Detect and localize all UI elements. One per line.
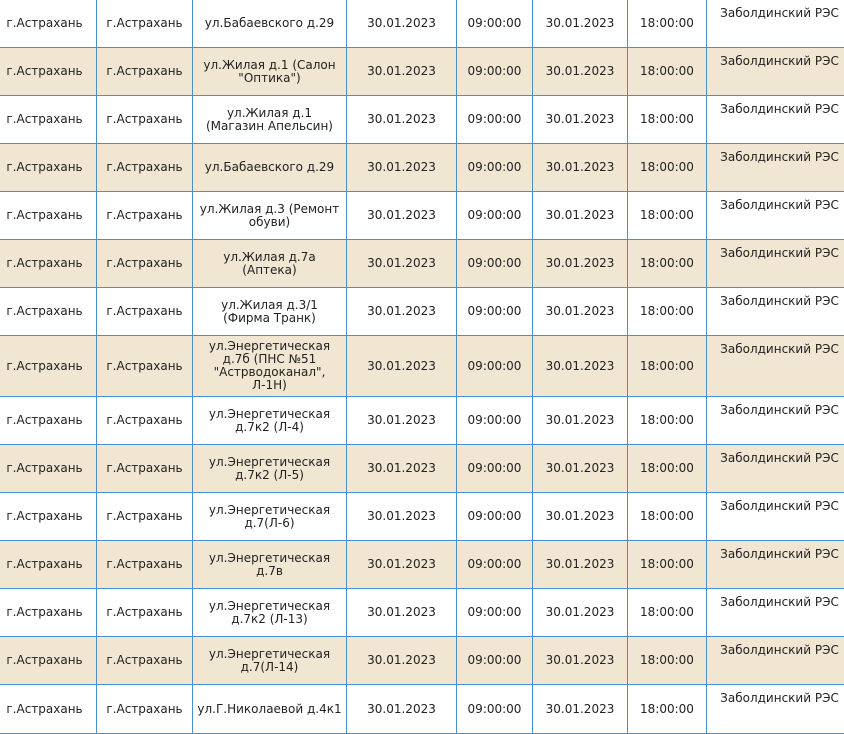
cell-city: г.Астрахань	[0, 48, 97, 96]
cell-locality: г.Астрахань	[97, 192, 193, 240]
cell-end-time: 18:00:00	[628, 240, 707, 288]
cell-address: ул.Энергетическая д.7к2 (Л-13)	[193, 589, 347, 637]
cell-locality: г.Астрахань	[97, 397, 193, 445]
cell-address: ул.Жилая д.1 (Салон "Оптика")	[193, 48, 347, 96]
cell-city: г.Астрахань	[0, 541, 97, 589]
cell-end-time: 18:00:00	[628, 336, 707, 397]
cell-start-date: 30.01.2023	[347, 240, 457, 288]
cell-address: ул.Энергетическая д.7к2 (Л-5)	[193, 445, 347, 493]
cell-end-time: 18:00:00	[628, 637, 707, 685]
cell-res: Заболдинский РЭС	[707, 48, 844, 96]
cell-end-time: 18:00:00	[628, 192, 707, 240]
cell-end-time: 18:00:00	[628, 96, 707, 144]
cell-end-date: 30.01.2023	[533, 445, 628, 493]
cell-res: Заболдинский РЭС	[707, 685, 844, 734]
cell-start-date: 30.01.2023	[347, 96, 457, 144]
cell-res: Заболдинский РЭС	[707, 192, 844, 240]
cell-locality: г.Астрахань	[97, 637, 193, 685]
table-row	[0, 445, 844, 493]
cell-start-time: 09:00:00	[457, 240, 533, 288]
cell-address: ул.Жилая д.7а (Аптека)	[193, 240, 347, 288]
cell-end-date: 30.01.2023	[533, 541, 628, 589]
cell-start-date: 30.01.2023	[347, 192, 457, 240]
cell-city: г.Астрахань	[0, 336, 97, 397]
cell-city: г.Астрахань	[0, 288, 97, 336]
cell-start-date: 30.01.2023	[347, 637, 457, 685]
table-row	[0, 192, 844, 240]
cell-end-time: 18:00:00	[628, 445, 707, 493]
cell-address: ул.Жилая д.3 (Ремонт обуви)	[193, 192, 347, 240]
cell-end-time: 18:00:00	[628, 685, 707, 734]
cell-end-date: 30.01.2023	[533, 96, 628, 144]
cell-end-date: 30.01.2023	[533, 685, 628, 734]
cell-address: ул.Энергетическая д.7(Л-6)	[193, 493, 347, 541]
table-row	[0, 288, 844, 336]
cell-locality: г.Астрахань	[97, 336, 193, 397]
cell-address: ул.Жилая д.1 (Магазин Апельсин)	[193, 96, 347, 144]
cell-start-time: 09:00:00	[457, 0, 533, 48]
table-row	[0, 0, 844, 48]
cell-start-time: 09:00:00	[457, 336, 533, 397]
cell-start-date: 30.01.2023	[347, 336, 457, 397]
table-row	[0, 685, 844, 734]
cell-res: Заболдинский РЭС	[707, 336, 844, 397]
cell-locality: г.Астрахань	[97, 493, 193, 541]
cell-end-time: 18:00:00	[628, 589, 707, 637]
cell-end-date: 30.01.2023	[533, 336, 628, 397]
cell-start-date: 30.01.2023	[347, 0, 457, 48]
cell-city: г.Астрахань	[0, 0, 97, 48]
cell-res: Заболдинский РЭС	[707, 288, 844, 336]
cell-res: Заболдинский РЭС	[707, 144, 844, 192]
cell-start-time: 09:00:00	[457, 96, 533, 144]
cell-end-time: 18:00:00	[628, 541, 707, 589]
cell-res: Заболдинский РЭС	[707, 0, 844, 48]
cell-end-time: 18:00:00	[628, 288, 707, 336]
cell-start-time: 09:00:00	[457, 493, 533, 541]
cell-res: Заболдинский РЭС	[707, 589, 844, 637]
cell-res: Заболдинский РЭС	[707, 397, 844, 445]
cell-res: Заболдинский РЭС	[707, 240, 844, 288]
table-row	[0, 48, 844, 96]
cell-locality: г.Астрахань	[97, 0, 193, 48]
cell-city: г.Астрахань	[0, 96, 97, 144]
cell-end-time: 18:00:00	[628, 493, 707, 541]
cell-address: ул.Энергетическая д.7(Л-14)	[193, 637, 347, 685]
cell-locality: г.Астрахань	[97, 144, 193, 192]
cell-locality: г.Астрахань	[97, 48, 193, 96]
cell-locality: г.Астрахань	[97, 541, 193, 589]
table-row	[0, 240, 844, 288]
cell-start-time: 09:00:00	[457, 445, 533, 493]
cell-start-date: 30.01.2023	[347, 397, 457, 445]
cell-city: г.Астрахань	[0, 192, 97, 240]
cell-start-date: 30.01.2023	[347, 541, 457, 589]
cell-end-date: 30.01.2023	[533, 144, 628, 192]
cell-locality: г.Астрахань	[97, 240, 193, 288]
cell-start-time: 09:00:00	[457, 685, 533, 734]
cell-city: г.Астрахань	[0, 144, 97, 192]
cell-city: г.Астрахань	[0, 637, 97, 685]
cell-city: г.Астрахань	[0, 397, 97, 445]
cell-end-date: 30.01.2023	[533, 48, 628, 96]
cell-address: ул.Энергетическая д.7в	[193, 541, 347, 589]
cell-start-time: 09:00:00	[457, 144, 533, 192]
cell-start-date: 30.01.2023	[347, 288, 457, 336]
cell-start-time: 09:00:00	[457, 637, 533, 685]
cell-locality: г.Астрахань	[97, 445, 193, 493]
cell-res: Заболдинский РЭС	[707, 541, 844, 589]
cell-start-date: 30.01.2023	[347, 685, 457, 734]
cell-address: ул.Жилая д.3/1 (Фирма Транк)	[193, 288, 347, 336]
cell-locality: г.Астрахань	[97, 288, 193, 336]
table-row	[0, 397, 844, 445]
cell-end-time: 18:00:00	[628, 397, 707, 445]
cell-start-date: 30.01.2023	[347, 48, 457, 96]
cell-end-date: 30.01.2023	[533, 240, 628, 288]
table-row	[0, 589, 844, 637]
cell-end-date: 30.01.2023	[533, 397, 628, 445]
cell-start-time: 09:00:00	[457, 48, 533, 96]
cell-address: ул.Энергетическая д.7б (ПНС №51 "Астрводоканал", Л-1Н)	[193, 336, 347, 397]
table-row	[0, 493, 844, 541]
cell-end-date: 30.01.2023	[533, 589, 628, 637]
table-row	[0, 637, 844, 685]
cell-address: ул.Бабаевского д.29	[193, 144, 347, 192]
cell-res: Заболдинский РЭС	[707, 96, 844, 144]
cell-end-date: 30.01.2023	[533, 288, 628, 336]
cell-start-time: 09:00:00	[457, 288, 533, 336]
cell-locality: г.Астрахань	[97, 96, 193, 144]
cell-address: ул.Энергетическая д.7к2 (Л-4)	[193, 397, 347, 445]
cell-end-date: 30.01.2023	[533, 637, 628, 685]
cell-end-date: 30.01.2023	[533, 192, 628, 240]
cell-start-date: 30.01.2023	[347, 144, 457, 192]
cell-end-date: 30.01.2023	[533, 0, 628, 48]
cell-address: ул.Г.Николаевой д.4к1	[193, 685, 347, 734]
cell-end-time: 18:00:00	[628, 48, 707, 96]
cell-city: г.Астрахань	[0, 589, 97, 637]
cell-start-time: 09:00:00	[457, 589, 533, 637]
cell-address: ул.Бабаевского д.29	[193, 0, 347, 48]
cell-start-date: 30.01.2023	[347, 493, 457, 541]
cell-end-date: 30.01.2023	[533, 493, 628, 541]
table-row	[0, 144, 844, 192]
table-row	[0, 96, 844, 144]
cell-end-time: 18:00:00	[628, 144, 707, 192]
cell-city: г.Астрахань	[0, 445, 97, 493]
cell-start-time: 09:00:00	[457, 541, 533, 589]
cell-locality: г.Астрахань	[97, 685, 193, 734]
cell-city: г.Астрахань	[0, 493, 97, 541]
cell-end-time: 18:00:00	[628, 0, 707, 48]
table-row	[0, 541, 844, 589]
cell-locality: г.Астрахань	[97, 589, 193, 637]
table-row	[0, 336, 844, 397]
cell-city: г.Астрахань	[0, 240, 97, 288]
cell-start-date: 30.01.2023	[347, 445, 457, 493]
cell-res: Заболдинский РЭС	[707, 445, 844, 493]
cell-res: Заболдинский РЭС	[707, 493, 844, 541]
cell-start-date: 30.01.2023	[347, 589, 457, 637]
cell-start-time: 09:00:00	[457, 192, 533, 240]
cell-res: Заболдинский РЭС	[707, 637, 844, 685]
cell-start-time: 09:00:00	[457, 397, 533, 445]
cell-city: г.Астрахань	[0, 685, 97, 734]
